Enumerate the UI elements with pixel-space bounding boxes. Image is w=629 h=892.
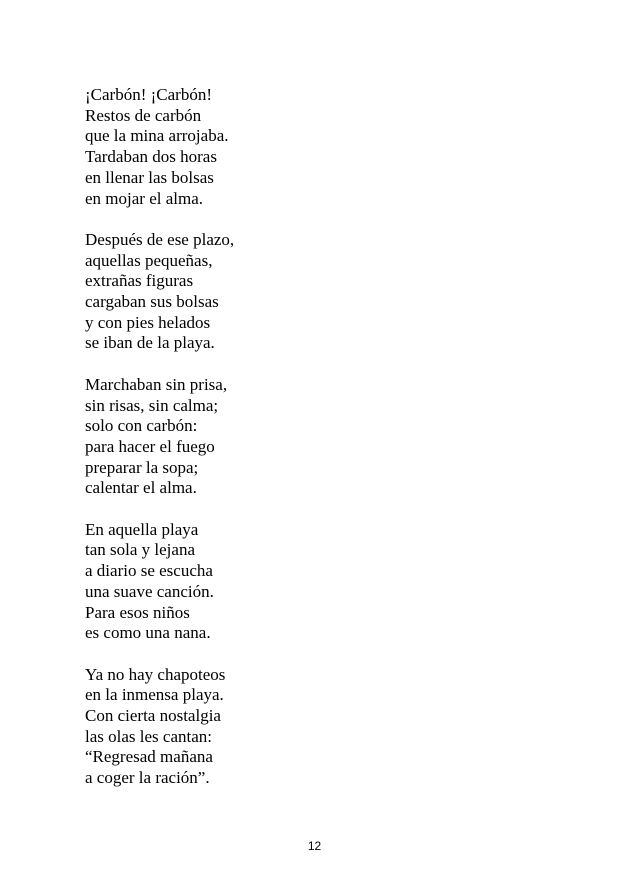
poem-line: en la inmensa playa. (85, 685, 224, 705)
poem-line: en llenar las bolsas (85, 167, 214, 187)
poem-line: aquellas pequeñas, (85, 250, 213, 270)
poem-line: En aquella playa (85, 519, 199, 539)
poem-line: para hacer el fuego (85, 436, 215, 456)
stanza-2 (85, 230, 565, 354)
poem-line: cargaban sus bolsas (85, 292, 219, 312)
poem-line: tan sola y lejana (85, 540, 195, 560)
page-number: 12 (307, 839, 322, 853)
poem-line: sin risas, sin calma; (85, 395, 219, 415)
stanza-3 (85, 375, 565, 499)
poem-line: “Regresad mañana (85, 747, 213, 767)
poem-line: se iban de la playa. (85, 333, 215, 353)
poem-line: Con cierta nostalgia (85, 706, 221, 726)
stanza-4 (85, 520, 565, 644)
poem-line: Después de ese plazo, (85, 229, 235, 249)
poem-line: ¡Carbón! ¡Carbón! (85, 85, 212, 104)
poem-line: Restos de carbón (85, 105, 202, 125)
poem-line: las olas les cantan: (85, 726, 212, 746)
poem-line: que la mina arrojaba. (85, 126, 229, 146)
poem-line: Ya no hay chapoteos (85, 664, 226, 684)
stanza-5 (85, 665, 565, 789)
poem-line: a diario se escucha (85, 561, 213, 581)
poem-line: y con pies helados (85, 312, 211, 332)
poem (85, 85, 565, 810)
poem-line: solo con carbón: (85, 416, 198, 436)
stanza-1 (85, 85, 565, 209)
poem-line: calentar el alma. (85, 478, 197, 498)
poem-line: extrañas figuras (85, 271, 194, 291)
poem-line: Tardaban dos horas (85, 147, 217, 167)
poem-line: es como una nana. (85, 623, 211, 643)
poem-line: una suave canción. (85, 581, 214, 601)
poem-line: a coger la ración”. (85, 768, 210, 788)
poem-line: en mojar el alma. (85, 188, 204, 208)
poem-line: preparar la sopa; (85, 457, 199, 477)
poem-line: Marchaban sin prisa, (85, 374, 228, 394)
poem-line: Para esos niños (85, 602, 190, 622)
